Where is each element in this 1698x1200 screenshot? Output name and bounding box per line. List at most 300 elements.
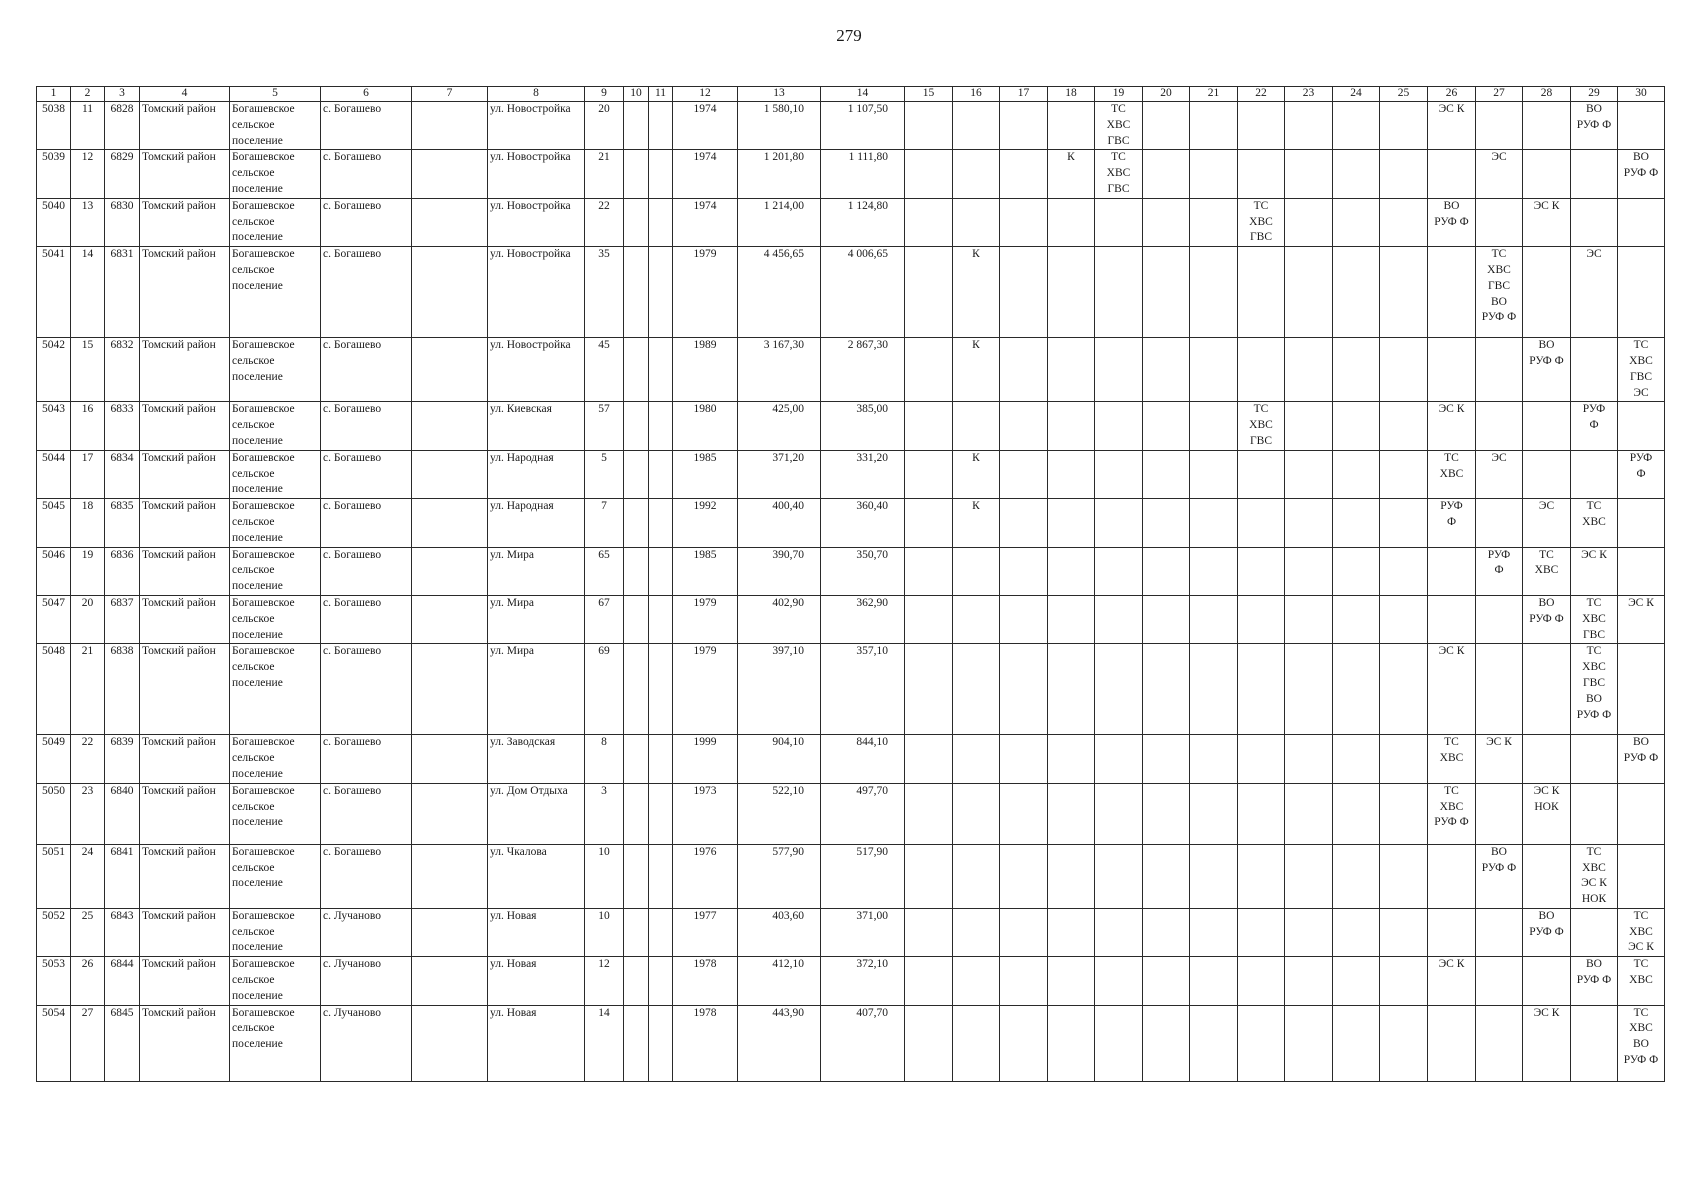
cell-col-10 (624, 198, 649, 246)
cell-line: РУФ Ф (1529, 612, 1564, 625)
cell-col-13: 4 456,65 (738, 247, 821, 338)
cell-col-11 (649, 783, 673, 844)
cell-line: ХВС (1249, 419, 1273, 432)
cell-col-9: 8 (585, 735, 624, 783)
cell-col-25 (1380, 198, 1428, 246)
cell-col-11 (649, 1005, 673, 1081)
cell-col-30 (1618, 957, 1665, 1005)
cell-col-8: ул. Народная (488, 499, 585, 547)
cell-col-4: Томский район (140, 547, 230, 595)
cell-line: ХВС (1629, 925, 1653, 938)
cell-col-12: 1989 (673, 338, 738, 402)
cell-line: Богашевское (232, 500, 295, 513)
cell-col-3: 6832 (105, 338, 140, 402)
cell-col-3: 6830 (105, 198, 140, 246)
cell-col-1: 5053 (37, 957, 71, 1005)
column-header-30: 30 (1618, 87, 1665, 102)
cell-col-12: 1978 (673, 1005, 738, 1081)
cell-col-14: 360,40 (821, 499, 905, 547)
cell-col-19 (1095, 783, 1143, 844)
cell-col-6: с. Богашево (321, 735, 412, 783)
cell-col-21 (1190, 783, 1238, 844)
cell-line: сельское (232, 925, 275, 938)
cell-line: ТС (1539, 548, 1554, 561)
cell-col-18 (1048, 247, 1095, 338)
cell-col-27 (1476, 450, 1523, 498)
cell-col-15 (905, 1005, 953, 1081)
column-header-4: 4 (140, 87, 230, 102)
cell-line: Ф (1494, 564, 1504, 577)
cell-col-29 (1571, 908, 1618, 956)
cell-col-7 (412, 102, 488, 150)
cell-line: поселение (232, 279, 283, 292)
cell-col-23 (1285, 547, 1333, 595)
cell-line: сельское (232, 752, 275, 765)
cell-col-1: 5049 (37, 735, 71, 783)
cell-line: К (972, 500, 980, 513)
cell-line: ТС (1633, 339, 1649, 352)
cell-col-5 (230, 198, 321, 246)
cell-line: ХВС (1487, 263, 1511, 276)
cell-col-25 (1380, 102, 1428, 150)
table-row (37, 547, 1665, 595)
cell-col-28 (1523, 198, 1571, 246)
cell-col-28 (1523, 644, 1571, 735)
cell-line: НОК (1581, 893, 1607, 906)
cell-line: ТС (1111, 103, 1126, 115)
cell-col-11 (649, 644, 673, 735)
cell-line: сельское (232, 167, 275, 180)
cell-col-1: 5041 (37, 247, 71, 338)
cell-col-21 (1190, 1005, 1238, 1081)
cell-col-26 (1428, 102, 1476, 150)
cell-col-22 (1238, 595, 1285, 643)
cell-col-2: 18 (71, 499, 105, 547)
cell-col-8: ул. Новая (488, 1005, 585, 1081)
cell-col-8: ул. Новостройка (488, 247, 585, 338)
cell-col-17 (1000, 957, 1048, 1005)
cell-line: Богашевское (232, 103, 295, 115)
cell-line: ХВС (1582, 661, 1606, 674)
cell-col-11 (649, 499, 673, 547)
cell-col-15 (905, 644, 953, 735)
cell-line: Богашевское (232, 548, 295, 561)
cell-col-25 (1380, 150, 1428, 198)
cell-col-18 (1048, 908, 1095, 956)
cell-col-21 (1190, 102, 1238, 150)
cell-col-27 (1476, 402, 1523, 450)
cell-col-8: ул. Новостройка (488, 198, 585, 246)
cell-col-29 (1571, 1005, 1618, 1081)
cell-col-10 (624, 595, 649, 643)
cell-col-16 (953, 547, 1000, 595)
cell-col-6: с. Богашево (321, 338, 412, 402)
cell-line: поселение (232, 989, 283, 1002)
cell-col-17 (1000, 247, 1048, 338)
cell-col-6: с. Богашево (321, 247, 412, 338)
cell-col-1: 5048 (37, 644, 71, 735)
cell-col-24 (1333, 644, 1380, 735)
cell-col-25 (1380, 547, 1428, 595)
page-number: 279 (836, 26, 862, 45)
cell-line: Богашевское (232, 909, 295, 922)
cell-col-5 (230, 595, 321, 643)
cell-col-19 (1095, 1005, 1143, 1081)
cell-col-21 (1190, 402, 1238, 450)
cell-col-9: 14 (585, 1005, 624, 1081)
cell-line: ВО (1633, 736, 1649, 749)
table-row (37, 957, 1665, 1005)
cell-col-9: 5 (585, 450, 624, 498)
cell-line: Ф (1589, 419, 1599, 432)
cell-col-23 (1285, 450, 1333, 498)
cell-col-25 (1380, 844, 1428, 908)
cell-line: ЭС К (1628, 941, 1654, 954)
cell-line: РУФ Ф (1623, 752, 1659, 765)
cell-col-16 (953, 402, 1000, 450)
cell-col-10 (624, 1005, 649, 1081)
cell-line: поселение (232, 231, 283, 244)
cell-col-20 (1143, 595, 1190, 643)
cell-col-27 (1476, 595, 1523, 643)
cell-line: ЭС (1491, 151, 1507, 164)
cell-col-17 (1000, 1005, 1048, 1081)
cell-line: ТС (1633, 1006, 1649, 1019)
cell-col-12: 1976 (673, 844, 738, 908)
cell-col-1: 5052 (37, 908, 71, 956)
cell-col-22 (1238, 150, 1285, 198)
cell-col-5 (230, 450, 321, 498)
cell-col-3: 6839 (105, 735, 140, 783)
cell-col-14: 497,70 (821, 783, 905, 844)
cell-line: Богашевское (232, 1006, 295, 1019)
cell-col-2: 11 (71, 102, 105, 150)
cell-col-9: 69 (585, 644, 624, 735)
cell-col-11 (649, 338, 673, 402)
cell-col-6: с. Лучаново (321, 957, 412, 1005)
column-header-24: 24 (1333, 87, 1380, 102)
cell-line: ВО (1538, 596, 1555, 609)
cell-col-18 (1048, 644, 1095, 735)
column-header-25: 25 (1380, 87, 1428, 102)
cell-col-10 (624, 102, 649, 150)
cell-col-1: 5044 (37, 450, 71, 498)
cell-col-5 (230, 402, 321, 450)
cell-col-22 (1238, 198, 1285, 246)
cell-col-11 (649, 908, 673, 956)
cell-col-17 (1000, 783, 1048, 844)
cell-col-26 (1428, 844, 1476, 908)
cell-col-24 (1333, 547, 1380, 595)
cell-col-2: 20 (71, 595, 105, 643)
cell-col-15 (905, 957, 953, 1005)
cell-col-21 (1190, 338, 1238, 402)
cell-col-3: 6838 (105, 644, 140, 735)
cell-col-27 (1476, 338, 1523, 402)
cell-line: РУФ Ф (1481, 861, 1517, 874)
cell-col-23 (1285, 402, 1333, 450)
cell-col-18 (1048, 1005, 1095, 1081)
cell-col-26 (1428, 338, 1476, 402)
cell-line: ГВС (1583, 628, 1605, 641)
cell-line: ВО (1633, 1038, 1649, 1051)
cell-line: ХВС (1534, 564, 1559, 577)
cell-col-2: 25 (71, 908, 105, 956)
cell-col-29 (1571, 957, 1618, 1005)
cell-col-13: 577,90 (738, 844, 821, 908)
cell-col-20 (1143, 783, 1190, 844)
cell-col-26 (1428, 150, 1476, 198)
cell-col-28 (1523, 957, 1571, 1005)
cell-col-14: 407,70 (821, 1005, 905, 1081)
cell-col-18 (1048, 150, 1095, 198)
cell-col-2: 13 (71, 198, 105, 246)
cell-col-20 (1143, 735, 1190, 783)
cell-col-5 (230, 150, 321, 198)
cell-col-28 (1523, 547, 1571, 595)
cell-col-11 (649, 198, 673, 246)
cell-line: Богашевское (232, 958, 295, 971)
cell-col-5 (230, 1005, 321, 1081)
cell-col-3: 6834 (105, 450, 140, 498)
cell-col-8: ул. Народная (488, 450, 585, 498)
table-header (37, 87, 1665, 102)
column-header-3: 3 (105, 87, 140, 102)
cell-col-3: 6843 (105, 908, 140, 956)
cell-line: ХВС (1249, 215, 1273, 228)
cell-col-26 (1428, 247, 1476, 338)
cell-col-1: 5045 (37, 499, 71, 547)
cell-line: ГВС (1583, 676, 1605, 689)
cell-col-25 (1380, 1005, 1428, 1081)
cell-col-19 (1095, 247, 1143, 338)
cell-line: ВО (1586, 103, 1602, 115)
cell-col-27 (1476, 844, 1523, 908)
cell-col-14: 1 107,50 (821, 102, 905, 150)
cell-col-26 (1428, 783, 1476, 844)
cell-col-13: 1 214,00 (738, 198, 821, 246)
cell-col-24 (1333, 402, 1380, 450)
cell-col-28 (1523, 402, 1571, 450)
cell-col-15 (905, 844, 953, 908)
cell-col-5 (230, 957, 321, 1005)
cell-col-25 (1380, 247, 1428, 338)
column-header-22: 22 (1238, 87, 1285, 102)
cell-line: Богашевское (232, 784, 295, 797)
cell-col-7 (412, 150, 488, 198)
cell-col-14: 371,00 (821, 908, 905, 956)
cell-col-13: 1 580,10 (738, 102, 821, 150)
cell-line: ТС (1586, 845, 1602, 858)
cell-col-6: с. Богашево (321, 499, 412, 547)
cell-col-13: 425,00 (738, 402, 821, 450)
cell-col-11 (649, 957, 673, 1005)
cell-col-3: 6844 (105, 957, 140, 1005)
cell-col-20 (1143, 198, 1190, 246)
cell-col-24 (1333, 150, 1380, 198)
cell-col-2: 26 (71, 957, 105, 1005)
cell-line: РУФ Ф (1434, 816, 1469, 829)
cell-col-13: 522,10 (738, 783, 821, 844)
cell-line: поселение (232, 182, 283, 195)
cell-line: ХВС (1439, 467, 1464, 480)
cell-col-11 (649, 735, 673, 783)
cell-col-2: 19 (71, 547, 105, 595)
cell-line: ВО (1538, 909, 1555, 922)
cell-col-7 (412, 844, 488, 908)
cell-col-9: 20 (585, 102, 624, 150)
cell-col-27 (1476, 547, 1523, 595)
cell-col-30 (1618, 735, 1665, 783)
cell-col-12: 1974 (673, 150, 738, 198)
column-header-1: 1 (37, 87, 71, 102)
cell-col-12: 1979 (673, 247, 738, 338)
cell-line: сельское (232, 974, 275, 987)
cell-col-10 (624, 783, 649, 844)
cell-col-1: 5040 (37, 198, 71, 246)
cell-col-4: Томский район (140, 735, 230, 783)
column-header-2: 2 (71, 87, 105, 102)
cell-col-23 (1285, 338, 1333, 402)
cell-col-23 (1285, 102, 1333, 150)
cell-col-9: 12 (585, 957, 624, 1005)
cell-col-22 (1238, 450, 1285, 498)
cell-line: поселение (232, 877, 283, 890)
cell-col-22 (1238, 644, 1285, 735)
cell-col-28 (1523, 450, 1571, 498)
cell-line: ТС (1491, 248, 1507, 261)
cell-line: ГВС (1107, 182, 1130, 195)
cell-col-12: 1974 (673, 198, 738, 246)
cell-col-15 (905, 735, 953, 783)
cell-col-19 (1095, 499, 1143, 547)
cell-line: поселение (232, 531, 283, 544)
cell-col-29 (1571, 402, 1618, 450)
cell-col-29 (1571, 338, 1618, 402)
cell-line: НОК (1534, 800, 1559, 813)
cell-col-6: с. Богашево (321, 402, 412, 450)
cell-col-1: 5042 (37, 338, 71, 402)
cell-col-15 (905, 908, 953, 956)
cell-col-24 (1333, 198, 1380, 246)
cell-col-10 (624, 957, 649, 1005)
cell-col-6: с. Лучаново (321, 908, 412, 956)
cell-col-18 (1048, 198, 1095, 246)
cell-col-15 (905, 338, 953, 402)
cell-col-10 (624, 402, 649, 450)
cell-col-28 (1523, 1005, 1571, 1081)
cell-col-29 (1571, 644, 1618, 735)
cell-col-7 (412, 247, 488, 338)
cell-col-12: 1980 (673, 402, 738, 450)
cell-line: ХВС (1629, 974, 1653, 987)
column-header-12: 12 (673, 87, 738, 102)
cell-col-8: ул. Новая (488, 908, 585, 956)
cell-line: ЭС К (1533, 1006, 1560, 1019)
cell-col-4: Томский район (140, 499, 230, 547)
cell-line: сельское (232, 564, 275, 577)
column-header-17: 17 (1000, 87, 1048, 102)
cell-line: ТС (1111, 151, 1126, 164)
table-row (37, 402, 1665, 450)
cell-line: ГВС (1630, 370, 1652, 383)
cell-line: поселение (232, 134, 283, 147)
cell-col-18 (1048, 844, 1095, 908)
cell-col-3: 6836 (105, 547, 140, 595)
cell-col-8: ул. Мира (488, 595, 585, 643)
column-header-13: 13 (738, 87, 821, 102)
cell-col-9: 35 (585, 247, 624, 338)
cell-col-13: 402,90 (738, 595, 821, 643)
cell-line: РУФ Ф (1529, 354, 1564, 367)
cell-col-15 (905, 450, 953, 498)
cell-col-19 (1095, 198, 1143, 246)
cell-col-6: с. Лучаново (321, 1005, 412, 1081)
cell-col-2: 27 (71, 1005, 105, 1081)
cell-col-28 (1523, 844, 1571, 908)
cell-line: Богашевское (232, 736, 295, 749)
cell-col-27 (1476, 908, 1523, 956)
cell-col-8: ул. Новостройка (488, 338, 585, 402)
cell-col-22 (1238, 735, 1285, 783)
cell-col-15 (905, 198, 953, 246)
cell-line: ЭС К (1438, 103, 1465, 115)
cell-line: сельское (232, 215, 275, 228)
cell-col-24 (1333, 247, 1380, 338)
cell-line: поселение (232, 1038, 283, 1051)
cell-col-10 (624, 499, 649, 547)
cell-col-3: 6837 (105, 595, 140, 643)
column-header-16: 16 (953, 87, 1000, 102)
cell-col-25 (1380, 450, 1428, 498)
column-header-29: 29 (1571, 87, 1618, 102)
cell-col-11 (649, 247, 673, 338)
cell-col-9: 10 (585, 844, 624, 908)
cell-col-26 (1428, 450, 1476, 498)
cell-col-21 (1190, 499, 1238, 547)
cell-col-8: ул. Заводская (488, 735, 585, 783)
column-header-8: 8 (488, 87, 585, 102)
cell-col-23 (1285, 1005, 1333, 1081)
cell-col-27 (1476, 783, 1523, 844)
cell-col-18 (1048, 450, 1095, 498)
cell-col-6: с. Богашево (321, 198, 412, 246)
cell-col-1: 5054 (37, 1005, 71, 1081)
cell-line: ХВС (1582, 612, 1606, 625)
cell-line: РУФ Ф (1576, 118, 1612, 131)
cell-col-25 (1380, 338, 1428, 402)
cell-col-18 (1048, 783, 1095, 844)
cell-col-30 (1618, 402, 1665, 450)
cell-col-15 (905, 499, 953, 547)
cell-col-5 (230, 735, 321, 783)
table-row (37, 783, 1665, 844)
cell-col-13: 412,10 (738, 957, 821, 1005)
cell-col-21 (1190, 595, 1238, 643)
cell-col-30 (1618, 338, 1665, 402)
cell-col-21 (1190, 247, 1238, 338)
cell-col-10 (624, 644, 649, 735)
cell-col-14: 1 124,80 (821, 198, 905, 246)
cell-line: поселение (232, 628, 283, 641)
cell-line: Ф (1446, 515, 1457, 528)
cell-col-19 (1095, 402, 1143, 450)
cell-col-29 (1571, 198, 1618, 246)
cell-col-21 (1190, 547, 1238, 595)
cell-col-18 (1048, 402, 1095, 450)
cell-col-14: 362,90 (821, 595, 905, 643)
cell-col-1: 5050 (37, 783, 71, 844)
